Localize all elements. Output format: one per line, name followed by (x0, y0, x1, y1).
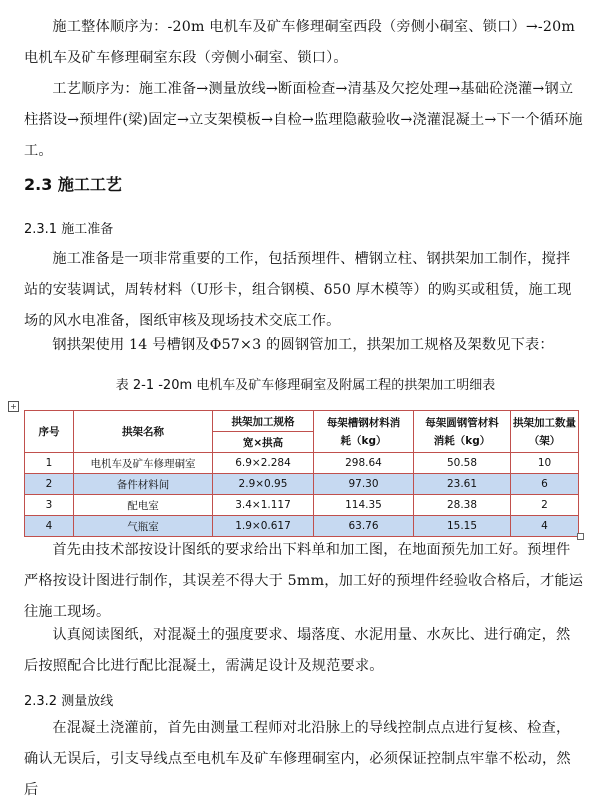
header-no: 序号 (25, 411, 74, 453)
cell-name: 气瓶室 (74, 516, 213, 537)
table-row (25, 495, 579, 516)
paragraph-process-order: 工艺顺序为：施工准备→测量放线→断面检查→清基及欠挖处理→基础砼浇灌→钢立柱搭设→预埋件(梁)固定→立支架模板→自检→监理隐蔽验收→浇灌混凝土→下一个循环施工。 (24, 81, 583, 159)
cell-no: 3 (25, 495, 74, 516)
cell-no: 4 (25, 516, 74, 537)
paragraph-arch-material: 钢拱架使用 14 号槽钢及Φ57×3 的圆钢管加工，拱架加工规格及架数见下表： (52, 337, 554, 353)
header-qty (511, 411, 579, 453)
cell-spec: 6.9×2.284 (213, 453, 314, 474)
table-row (25, 516, 579, 537)
table-row (25, 474, 579, 495)
paragraph-surveying: 在混凝土浇灌前，首先由测量工程师对北沿脉上的导线控制点点进行复核、检查，确认无误后，引支导线点至电机车及矿车修理硐室内，必须保证控制点牢靠不松动，然后 (24, 720, 571, 798)
cell-qty: 2 (511, 495, 579, 516)
cell-name: 电机车及矿车修理硐室 (74, 453, 213, 474)
header-spec-bottom: 宽×拱高 (213, 432, 314, 453)
cell-pipe: 28.38 (414, 495, 511, 516)
section-heading-2-3: 2.3 施工工艺 (24, 175, 122, 194)
header-channel (314, 411, 414, 453)
cell-spec: 2.9×0.95 (213, 474, 314, 495)
cell-no: 1 (25, 453, 74, 474)
header-qty-bottom: （架） (528, 434, 561, 447)
header-spec-top: 拱架加工规格 (213, 411, 314, 432)
paragraph-prefabrication: 首先由技术部按设计图纸的要求给出下料单和加工图，在地面预先加工好。预埋件严格按设计图进行制作，其误差不得大于 5mm，加工好的预埋件经验收合格后，才能运往施工现场。 (24, 542, 584, 620)
cell-no: 2 (25, 474, 74, 495)
header-pipe (414, 411, 511, 453)
cell-qty: 6 (511, 474, 579, 495)
cell-qty: 4 (511, 516, 579, 537)
cell-qty: 10 (511, 453, 579, 474)
cell-pipe: 15.15 (414, 516, 511, 537)
cell-spec: 1.9×0.617 (213, 516, 314, 537)
paragraph-mix-ratio: 认真阅读图纸，对混凝土的强度要求、塌落度、水泥用量、水灰比、进行确定，然后按照配合比进行配比混凝土，需满足设计及规范要求。 (24, 627, 571, 674)
cell-name: 配电室 (74, 495, 213, 516)
header-name: 拱架名称 (74, 411, 213, 453)
table-header-row (25, 411, 579, 432)
cell-channel: 298.64 (314, 453, 414, 474)
header-channel-bottom: 耗（kg） (340, 434, 387, 447)
cell-pipe: 23.61 (414, 474, 511, 495)
cell-spec: 3.4×1.117 (213, 495, 314, 516)
table-caption: 表 2-1 -20m 电机车及矿车修理硐室及附属工程的拱架加工明细表 (115, 378, 496, 393)
cell-name: 备件材料间 (74, 474, 213, 495)
header-pipe-top: 每架圆钢管材料 (425, 416, 499, 429)
table-move-handle-icon[interactable]: + (8, 401, 19, 412)
cell-channel: 97.30 (314, 474, 414, 495)
section-heading-2-3-2: 2.3.2 测量放线 (24, 694, 114, 709)
header-channel-top: 每架槽钢材料消 (326, 416, 401, 429)
paragraph-preparation: 施工准备是一项非常重要的工作，包括预埋件、槽钢立柱、钢拱架加工制作，搅拌站的安装调试，周转材料（U形卡，组合钢模、δ50 厚木模等）的购买或租赁，施工现场的风水电准备，图纸审核及现场技术交底工作。 (24, 251, 572, 329)
arch-processing-table (24, 410, 579, 537)
cell-channel: 114.35 (314, 495, 414, 516)
table-row (25, 453, 579, 474)
cell-pipe: 50.58 (414, 453, 511, 474)
header-pipe-bottom: 消耗（kg） (433, 434, 491, 447)
paragraph-construction-order: 施工整体顺序为：-20m 电机车及矿车修理硐室西段（旁侧小硐室、锁口）→-20m 电机车及矿车修理硐室东段（旁侧小硐室、锁口）。 (24, 19, 576, 66)
cell-channel: 63.76 (314, 516, 414, 537)
header-qty-top: 拱架加工数量 (513, 416, 576, 429)
section-heading-2-3-1: 2.3.1 施工准备 (24, 222, 114, 237)
